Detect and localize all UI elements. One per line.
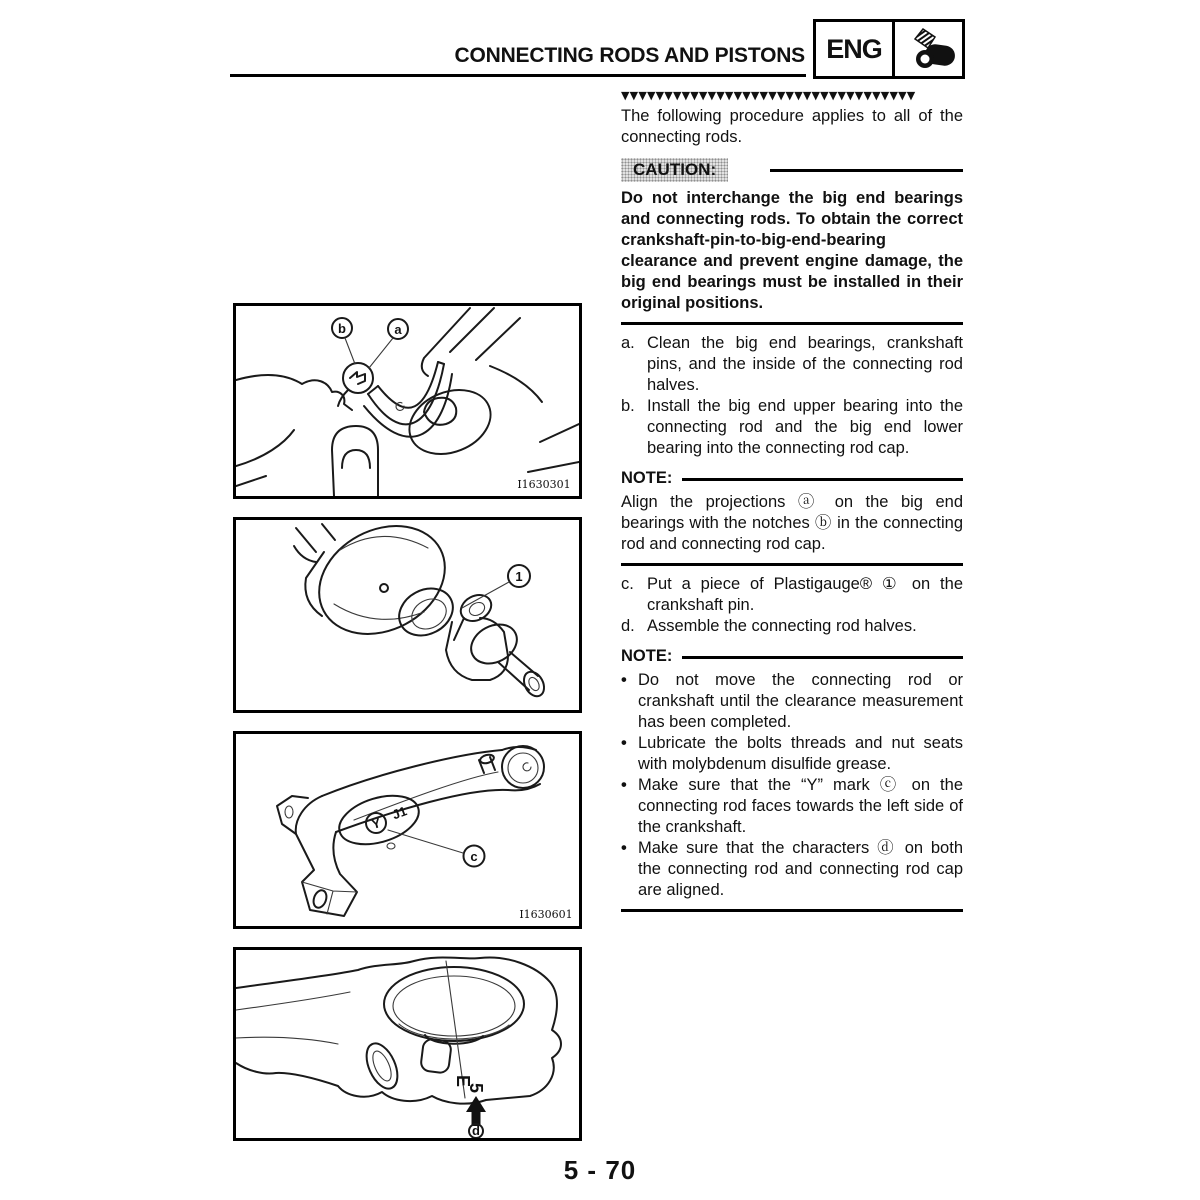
fig4-char-e: E [453, 1074, 473, 1088]
section-rule [621, 322, 963, 325]
note2-label: NOTE: [621, 647, 673, 665]
engine-cylinder-icon [895, 22, 962, 76]
fig3-code: I1630601 [519, 908, 573, 921]
caution-rule [770, 169, 963, 172]
bullet-marker: • [621, 839, 627, 857]
note2-heading [621, 646, 963, 667]
figure-crankshaft [233, 517, 582, 713]
caution-heading [621, 158, 963, 182]
procedure-column [621, 90, 963, 920]
figure-big-end-characters [233, 947, 582, 1141]
section-marker-arrows: ▼▼▼▼▼▼▼▼▼▼▼▼▼▼▼▼▼▼▼▼▼▼▼▼▼▼▼▼▼▼▼▼▼▼ [621, 90, 916, 102]
note1-rule [682, 478, 963, 481]
title-underline [230, 74, 806, 77]
eng-label: ENG [816, 22, 895, 76]
step-a [621, 333, 963, 396]
note2-bullet-1 [621, 670, 963, 733]
fig3-j1-mark: J1 [390, 803, 409, 823]
step-c-marker: c. [621, 575, 634, 593]
step-a-text: Clean the big end bearings, crankshaft pins, and the inside of the connecting rod halves. [647, 334, 963, 394]
step-b-text: Install the big end upper bearing into the connecting rod and the big end lower bearing into the connecting rod cap. [647, 397, 963, 457]
step-d-text: Assemble the connecting rod halves. [647, 617, 917, 635]
note1-heading [621, 468, 963, 489]
step-b-marker: b. [621, 397, 635, 415]
figure-bearing-install [233, 303, 582, 499]
fig3-y-mark: Y [370, 815, 383, 832]
note1-label: NOTE: [621, 469, 673, 487]
note1-body: Align the projections ⓐ on the big end bearings with the notches ⓑ in the connecting rod and connecting rod cap. [621, 493, 963, 553]
step-a-marker: a. [621, 334, 635, 352]
eng-badge [813, 19, 965, 79]
bullet-text: Make sure that the “Y” mark ⓒ on the connecting rod faces towards the left side of the crankshaft. [638, 776, 963, 836]
step-b [621, 396, 963, 459]
step-c [621, 574, 963, 616]
bullet-text: Do not move the connecting rod or crankshaft until the clearance measurement has been completed. [638, 671, 963, 731]
fig1-label-b: b [338, 321, 346, 336]
bullet-text: Lubricate the bolts threads and nut seats with molybdenum disulfide grease. [638, 734, 963, 773]
caution-label: CAUTION: [621, 158, 728, 182]
bullet-marker: • [621, 776, 627, 794]
note2-bullet-3 [621, 775, 963, 838]
note2-bullet-4 [621, 838, 963, 901]
fig3-label-c: c [470, 849, 478, 864]
fig4-label-d: d [472, 1123, 480, 1138]
bullet-marker: • [621, 734, 627, 752]
bullet-text: Make sure that the characters ⓓ on both the connecting rod and connecting rod cap are aligned. [638, 839, 963, 899]
section-rule [621, 909, 963, 912]
section-rule [621, 563, 963, 566]
step-d-marker: d. [621, 617, 635, 635]
note2-rule [682, 656, 963, 659]
fig4-char-5: 5 [466, 1082, 486, 1094]
caution-body: Do not interchange the big end bearings and connecting rods. To obtain the correct crankshaft-pin-to-big-end-bearing clearance and prevent engine damage, the big end bearings must be installed in their original positions. [621, 189, 963, 312]
bullet-marker: • [621, 671, 627, 689]
page-title: CONNECTING RODS AND PISTONS [454, 44, 805, 67]
step-c-text: Put a piece of Plastigauge® ① on the crankshaft pin. [647, 575, 963, 614]
page-number: 5 - 70 [563, 1155, 637, 1185]
note2-bullet-2 [621, 733, 963, 775]
fig2-label-1: 1 [515, 569, 523, 584]
fig1-code: I1630301 [517, 478, 571, 491]
step-d [621, 616, 963, 637]
figure-connecting-rod [233, 731, 582, 929]
intro-paragraph: The following procedure applies to all of the connecting rods. [621, 107, 963, 146]
fig1-label-a: a [394, 322, 402, 337]
